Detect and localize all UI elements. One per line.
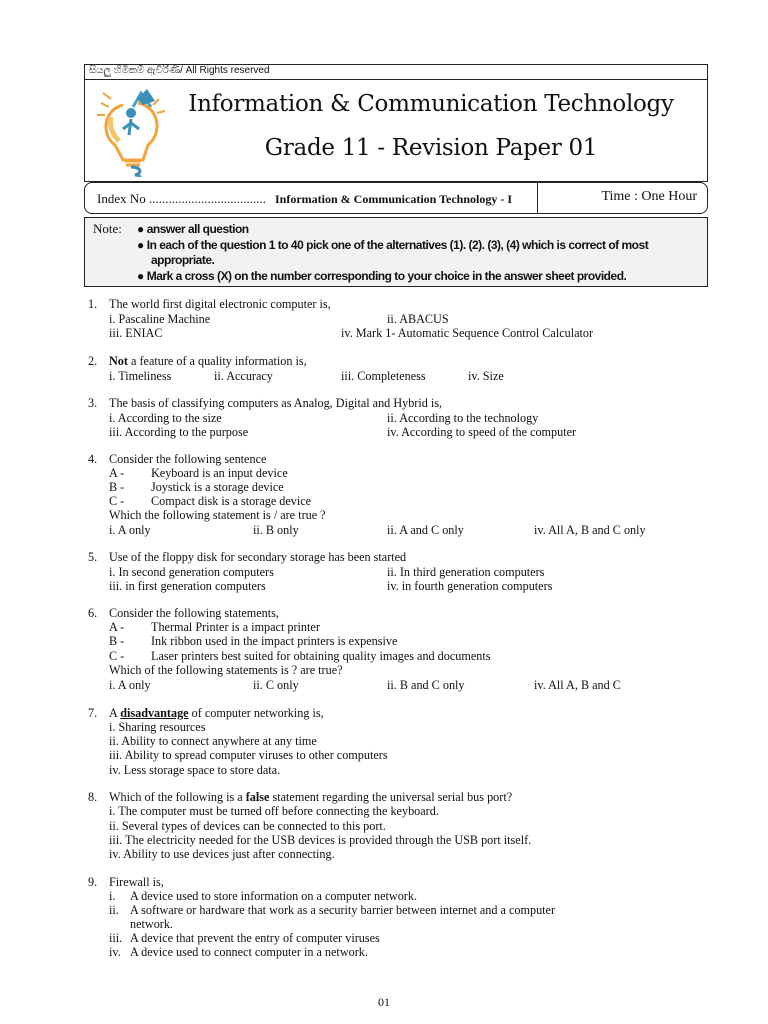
option: ii. B and C only: [387, 678, 465, 692]
page-number: 01: [378, 995, 390, 1009]
header-box: [84, 64, 708, 182]
option: i. Sharing resources: [109, 720, 206, 734]
statement-label: B -: [109, 480, 125, 494]
option-label: i.: [109, 889, 116, 903]
question-text: Use of the floppy disk for secondary storage has been started: [109, 550, 407, 564]
bullet-icon: ●: [137, 269, 144, 283]
question-number: 5.: [88, 550, 98, 564]
option: iii. The electricity needed for the USB devices is provided through the USB port itself.: [109, 833, 532, 847]
option-label: ii.: [109, 903, 119, 917]
option: i. A only: [109, 523, 151, 537]
subject-label: Information & Communication Technology - I: [275, 192, 513, 206]
statement: Thermal Printer is a impact printer: [151, 620, 320, 634]
option: ii. Accuracy: [214, 369, 273, 383]
option: ii. C only: [253, 678, 299, 692]
question-number: 4.: [88, 452, 98, 466]
option: ii. According to the technology: [387, 411, 539, 425]
option: i. Pascaline Machine: [109, 312, 211, 326]
option: iv. Ability to use devices just after connecting.: [109, 847, 335, 861]
question-text: A disadvantage of computer networking is,: [109, 706, 324, 720]
option: iv. According to speed of the computer: [387, 425, 577, 439]
option: A software or hardware that work as a security barrier between internet and a computer: [130, 903, 556, 917]
rights-notice: සියලු හිමිකම් ඇවිරිණි/ All Rights reserved: [89, 65, 270, 76]
statement: Compact disk is a storage device: [151, 494, 312, 508]
statement-label: C -: [109, 649, 125, 663]
bullet-icon: ●: [137, 222, 144, 236]
time-label: Time : One Hour: [601, 189, 697, 204]
option-label: iii.: [109, 931, 123, 945]
option: iv. Size: [468, 369, 504, 383]
question-text: Not a feature of a quality information is,: [109, 354, 307, 368]
page-title: Information & Communication Technology: [188, 91, 674, 117]
option: A device used to connect computer in a network.: [130, 945, 368, 959]
option: ii. Several types of devices can be connected to this port.: [109, 819, 386, 833]
option: iv. in fourth generation computers: [387, 579, 553, 593]
statement-label: B -: [109, 634, 125, 648]
option: iv. Less storage space to store data.: [109, 763, 281, 777]
statement: Ink ribbon used in the impact printers is expensive: [151, 634, 398, 648]
question-number: 8.: [88, 790, 98, 804]
question-prompt: Which the following statement is / are true ?: [109, 508, 326, 522]
option: iii. According to the purpose: [109, 425, 249, 439]
option: i. According to the size: [109, 411, 222, 425]
bullet-icon: ●: [137, 238, 144, 252]
statement-label: A -: [109, 620, 125, 634]
option: iii. ENIAC: [109, 326, 163, 340]
question-number: 2.: [88, 354, 98, 368]
option: iv. All A, B and C only: [534, 523, 646, 537]
instruction-item: ● answer all question: [137, 222, 249, 236]
option: ii. In third generation computers: [387, 565, 545, 579]
info-divider: [537, 183, 538, 213]
option: i. Timeliness: [109, 369, 172, 383]
statement: Keyboard is an input device: [151, 466, 288, 480]
option-label: iv.: [109, 945, 121, 959]
question-number: 6.: [88, 606, 98, 620]
question-number: 3.: [88, 396, 98, 410]
instruction-item: ● In each of the question 1 to 40 pick one of the alternatives (1). (2). (3), (4) which is correct of most: [137, 238, 649, 252]
question-number: 7.: [88, 706, 98, 720]
question-text: The basis of classifying computers as Analog, Digital and Hybrid is,: [109, 396, 443, 410]
option: ii. Ability to connect anywhere at any time: [109, 734, 317, 748]
option: i. A only: [109, 678, 151, 692]
option: iii. Completeness: [341, 369, 426, 383]
instructions-box: [84, 217, 708, 287]
statement-label: C -: [109, 494, 125, 508]
statement-label: A -: [109, 466, 125, 480]
index-number-field: Index No ....................................: [97, 191, 266, 206]
option: ii. B only: [253, 523, 299, 537]
option-cont: network.: [130, 917, 173, 931]
option: iii. in first generation computers: [109, 579, 266, 593]
instruction-item: ● Mark a cross (X) on the number corresponding to your choice in the answer sheet provided.: [137, 269, 627, 283]
question-prompt: Which of the following statements is ? are true?: [109, 663, 343, 677]
option: i. In second generation computers: [109, 565, 274, 579]
question-text: Consider the following sentence: [109, 452, 267, 466]
option: ii. ABACUS: [387, 312, 449, 326]
instruction-item-cont: appropriate.: [151, 253, 215, 267]
note-label: Note:: [93, 221, 122, 236]
question-text: Which of the following is a false statement regarding the universal serial bus port?: [109, 790, 513, 804]
option: iii. Ability to spread computer viruses to other computers: [109, 748, 388, 762]
rights-divider: [85, 79, 707, 80]
option: iv. Mark 1- Automatic Sequence Control Calculator: [341, 326, 594, 340]
question-text: The world first digital electronic computer is,: [109, 297, 331, 311]
question-text: Consider the following statements,: [109, 606, 279, 620]
question-text: Firewall is,: [109, 875, 164, 889]
page-subtitle: Grade 11 - Revision Paper 01: [264, 135, 598, 161]
info-bar: [84, 182, 708, 214]
option: iv. All A, B and C: [534, 678, 621, 692]
statement: Laser printers best suited for obtaining quality images and documents: [151, 649, 491, 663]
question-number: 9.: [88, 875, 98, 889]
option: ii. A and C only: [387, 523, 464, 537]
option: i. The computer must be turned off before connecting the keyboard.: [109, 804, 439, 818]
statement: Joystick is a storage device: [151, 480, 284, 494]
option: A device used to store information on a computer network.: [130, 889, 418, 903]
option: A device that prevent the entry of computer viruses: [130, 931, 380, 945]
question-number: 1.: [88, 297, 98, 311]
